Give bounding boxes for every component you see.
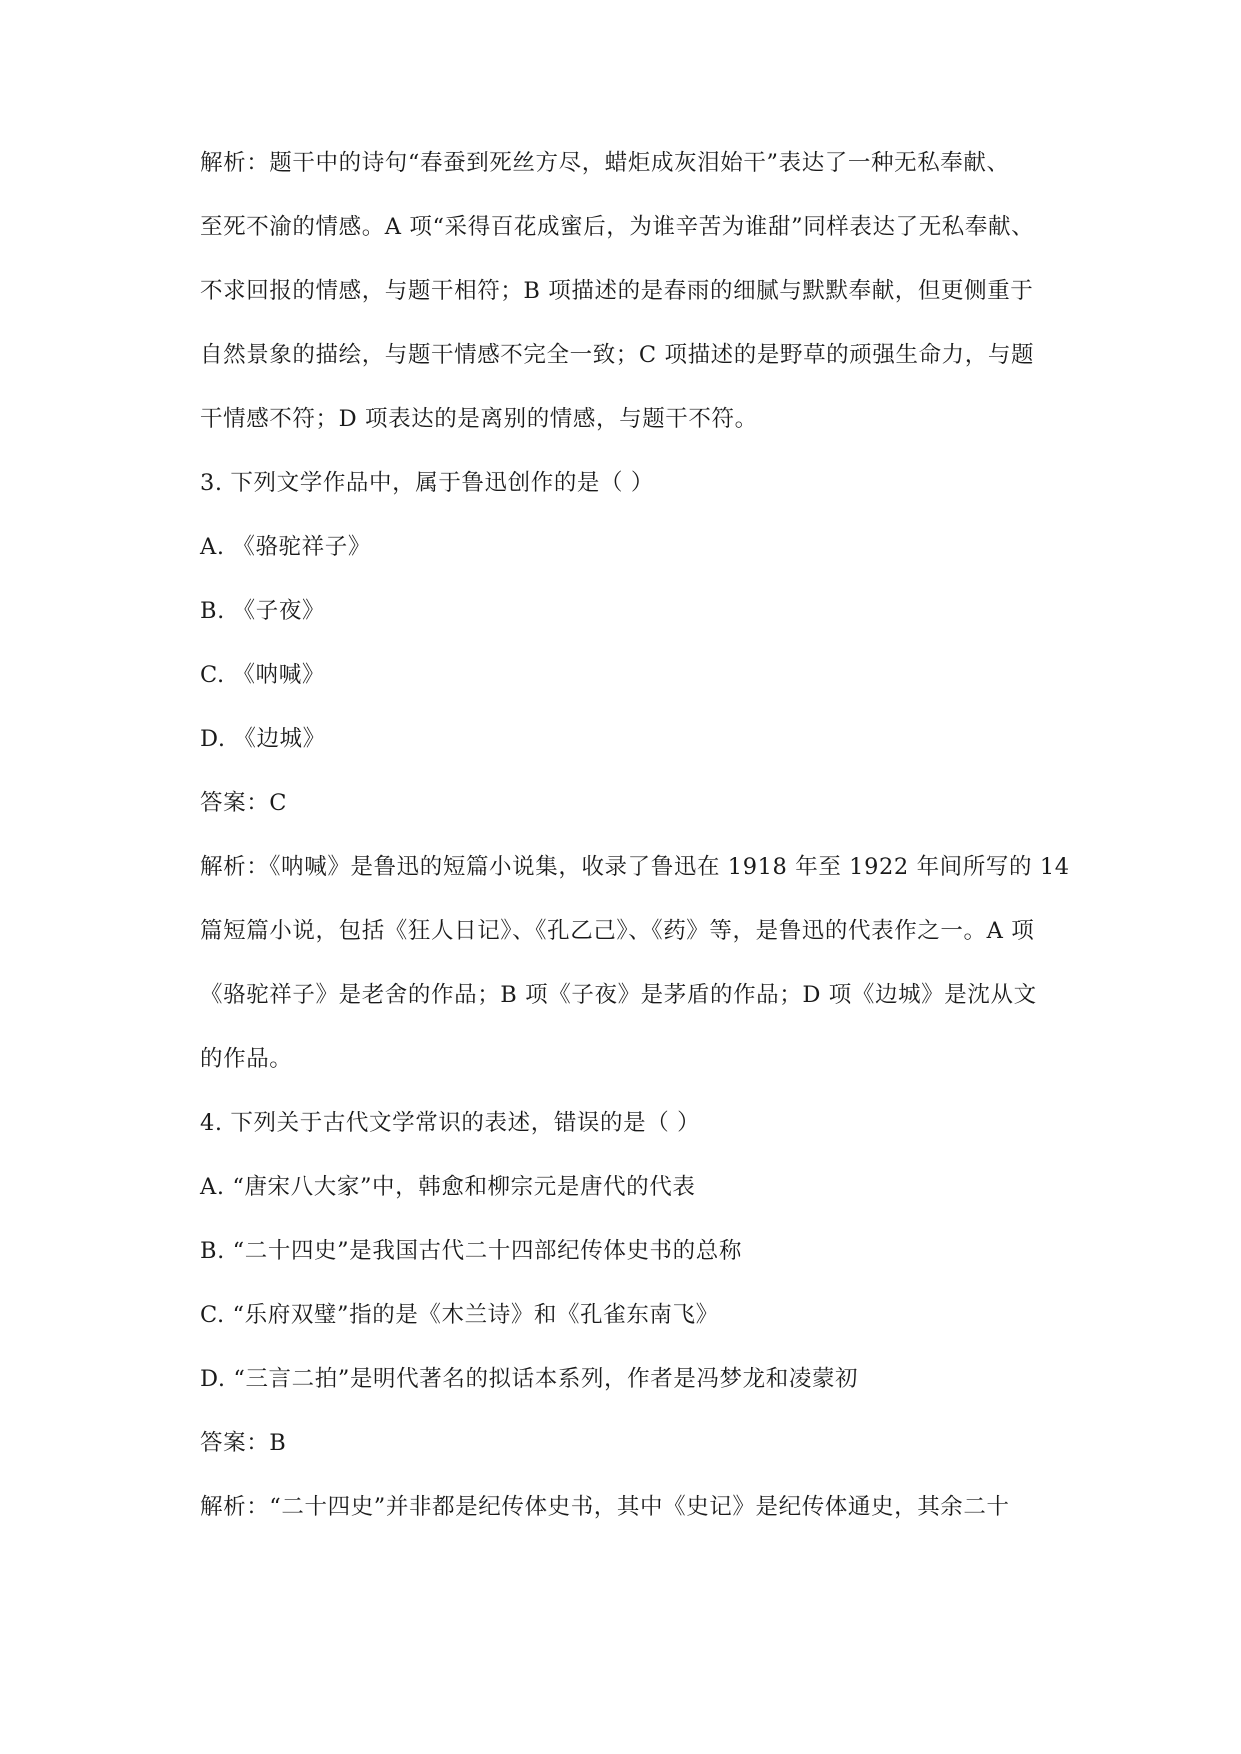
question-3-stem: 3. 下列文学作品中，属于鲁迅创作的是（ ） (200, 470, 654, 496)
question-4-option-b: B. “二十四史”是我国古代二十四部纪传体史书的总称 (200, 1238, 742, 1264)
question-4-option-d: D. “三言二拍”是明代著名的拟话本系列，作者是冯梦龙和凌蒙初 (200, 1366, 859, 1392)
analysis-q2-line-3: 不求回报的情感，与题干相符；B 项描述的是春雨的细腻与默默奉献，但更侧重于 (200, 278, 1034, 304)
analysis-q2-line-5: 干情感不符；D 项表达的是离别的情感，与题干不符。 (200, 406, 758, 432)
analysis-q2-line-4: 自然景象的描绘，与题干情感不完全一致；C 项描述的是野草的顽强生命力，与题 (200, 342, 1035, 368)
question-4-option-a: A. “唐宋八大家”中，韩愈和柳宗元是唐代的代表 (200, 1174, 696, 1200)
question-4-option-c: C. “乐府双璧”指的是《木兰诗》和《孔雀东南飞》 (200, 1302, 719, 1328)
analysis-q2-line-1: 解析：题干中的诗句“春蚕到死丝方尽，蜡炬成灰泪始干”表达了一种无私奉献、 (200, 150, 1010, 176)
analysis-q3-line-2: 篇短篇小说，包括《狂人日记》、《孔乙己》、《药》等，是鲁迅的代表作之一。A 项 (200, 918, 1035, 944)
analysis-q2-line-2: 至死不渝的情感。A 项“采得百花成蜜后，为谁辛苦为谁甜”同样表达了无私奉献、 (200, 214, 1035, 240)
question-3-option-a: A. 《骆驼祥子》 (200, 534, 371, 560)
question-4-answer: 答案：B (200, 1430, 287, 1456)
analysis-q4-line-1: 解析：“二十四史”并非都是纪传体史书，其中《史记》是纪传体通史，其余二十 (200, 1494, 1010, 1520)
analysis-q3-line-3: 《骆驼祥子》是老舍的作品；B 项《子夜》是茅盾的作品；D 项《边城》是沈从文 (200, 982, 1037, 1008)
question-3-option-b: B. 《子夜》 (200, 598, 326, 624)
question-3-option-d: D. 《边城》 (200, 726, 326, 752)
analysis-q3-line-4: 的作品。 (200, 1046, 293, 1072)
analysis-q3-line-1: 解析：《呐喊》是鲁迅的短篇小说集，收录了鲁迅在 1918 年至 1922 年间所写的 14 (200, 854, 1070, 880)
question-3-answer: 答案：C (200, 790, 288, 816)
question-3-option-c: C. 《呐喊》 (200, 662, 325, 688)
question-4-stem: 4. 下列关于古代文学常识的表述，错误的是（ ） (200, 1110, 701, 1136)
